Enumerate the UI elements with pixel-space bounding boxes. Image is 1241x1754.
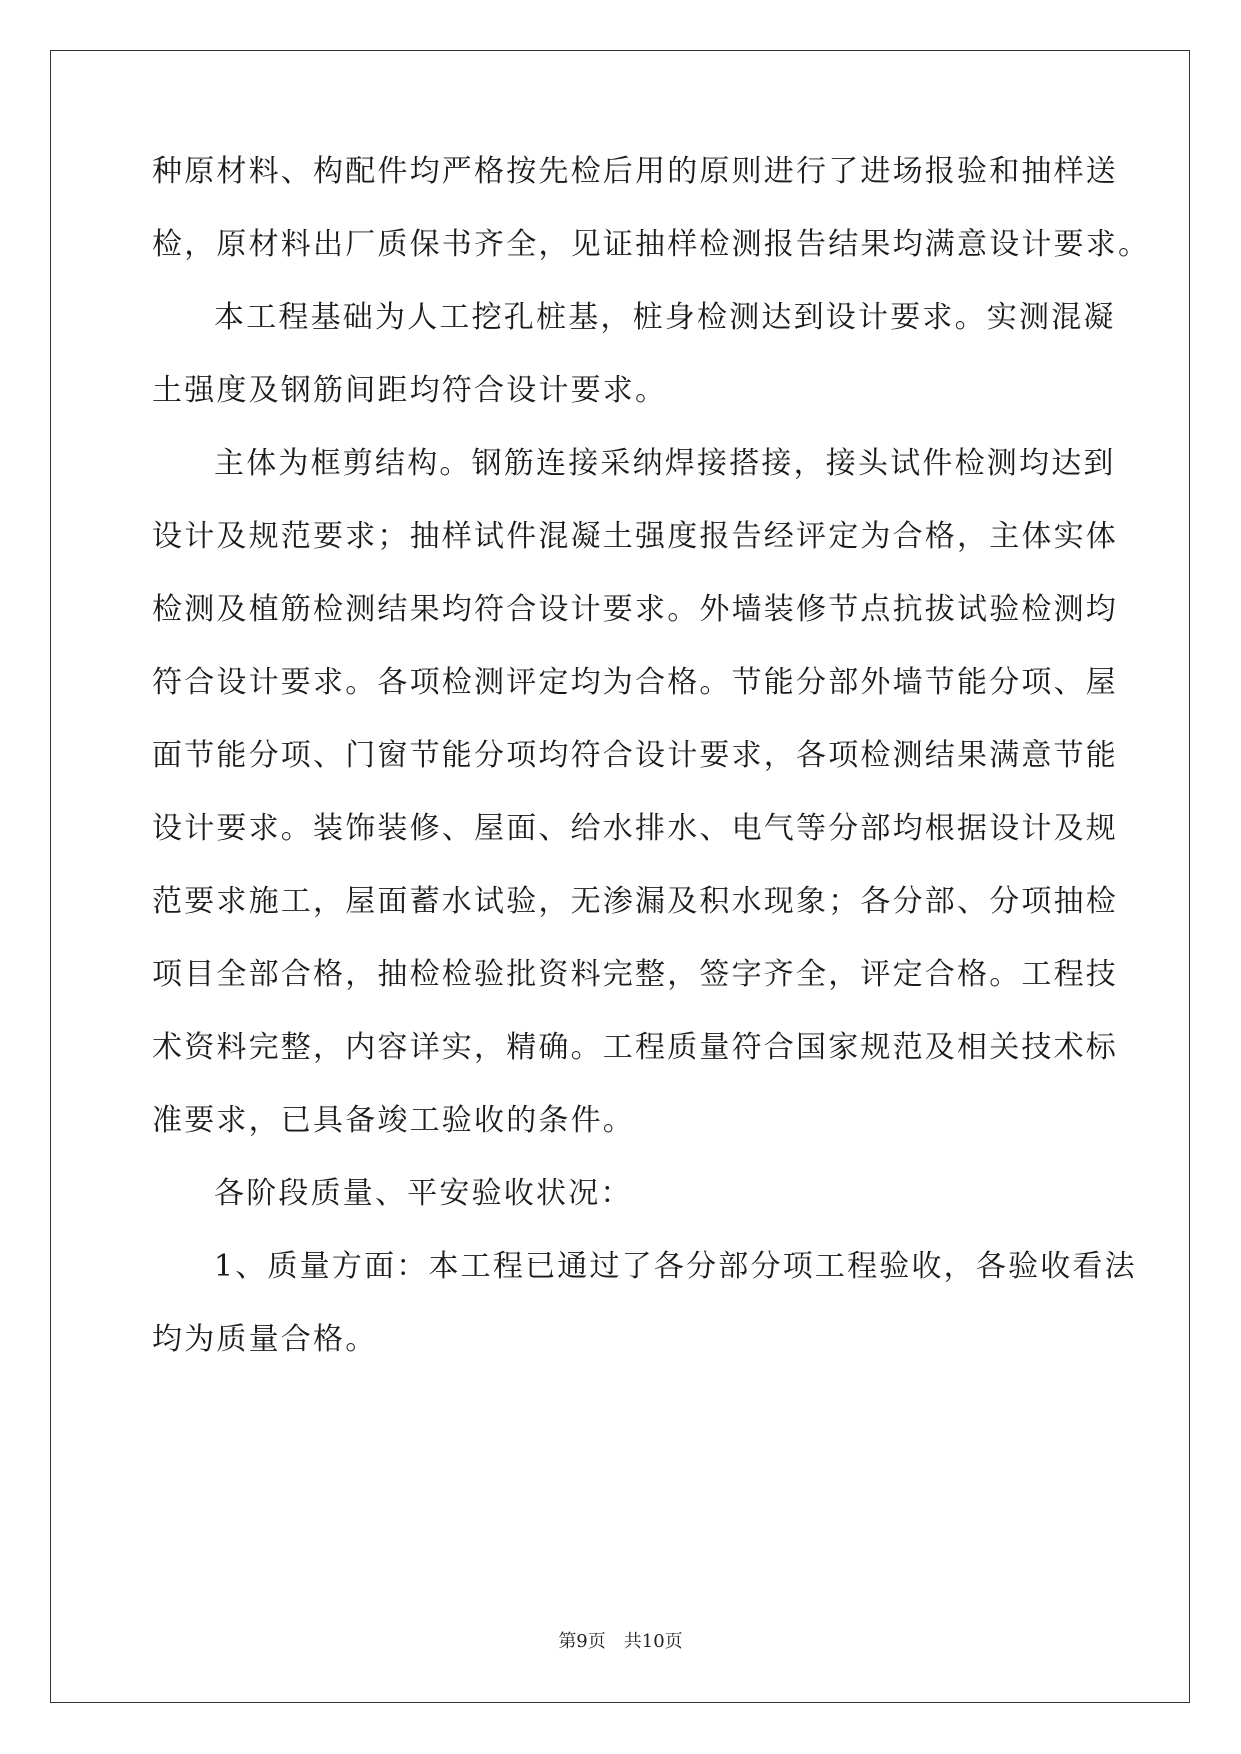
paragraph-line: 设计要求。装饰装修、屋面、给水排水、电气等分部均根据设计及规 [152,811,1118,846]
paragraph-line: 种原材料、构配件均严格按先检后用的原则进行了进场报验和抽样送 [152,154,1118,189]
paragraph-line: 各阶段质量、平安验收状况： [214,1176,633,1211]
paragraph-line: 检，原材料出厂质保书齐全，见证抽样检测报告结果均满意设计要求。 [152,227,1151,262]
paragraph-line: 准要求，已具备竣工验收的条件。 [152,1103,635,1138]
page-footer [0,1630,1241,1654]
page-total: 共10页 [623,1631,683,1652]
paragraph-line: 设计及规范要求；抽样试件混凝土强度报告经评定为合格，主体实体 [152,519,1118,554]
paragraph-line: 范要求施工，屋面蓄水试验，无渗漏及积水现象；各分部、分项抽检 [152,884,1118,919]
paragraph-line: 检测及植筋检测结果均符合设计要求。外墙装修节点抗拔试验检测均 [152,592,1118,627]
paragraph-line: 土强度及钢筋间距均符合设计要求。 [152,373,668,408]
paragraph-line: 项目全部合格，抽检检验批资料完整，签字齐全，评定合格。工程技 [152,957,1118,992]
paragraph-line: 本工程基础为人工挖孔桩基，桩身检测达到设计要求。实测混凝 [214,300,1116,335]
paragraph-line: 术资料完整，内容详实，精确。工程质量符合国家规范及相关技术标 [152,1030,1118,1065]
paragraph-line: 均为质量合格。 [152,1322,378,1357]
paragraph-line: 面节能分项、门窗节能分项均符合设计要求，各项检测结果满意节能 [152,738,1118,773]
page-number: 第9页 [558,1631,606,1652]
paragraph-line: 主体为框剪结构。钢筋连接采纳焊接搭接，接头试件检测均达到 [214,446,1116,481]
paragraph-line: 符合设计要求。各项检测评定均为合格。节能分部外墙节能分项、屋 [152,665,1118,700]
paragraph-line: 1、质量方面：本工程已通过了各分部分项工程验收，各验收看法 [214,1249,1137,1284]
